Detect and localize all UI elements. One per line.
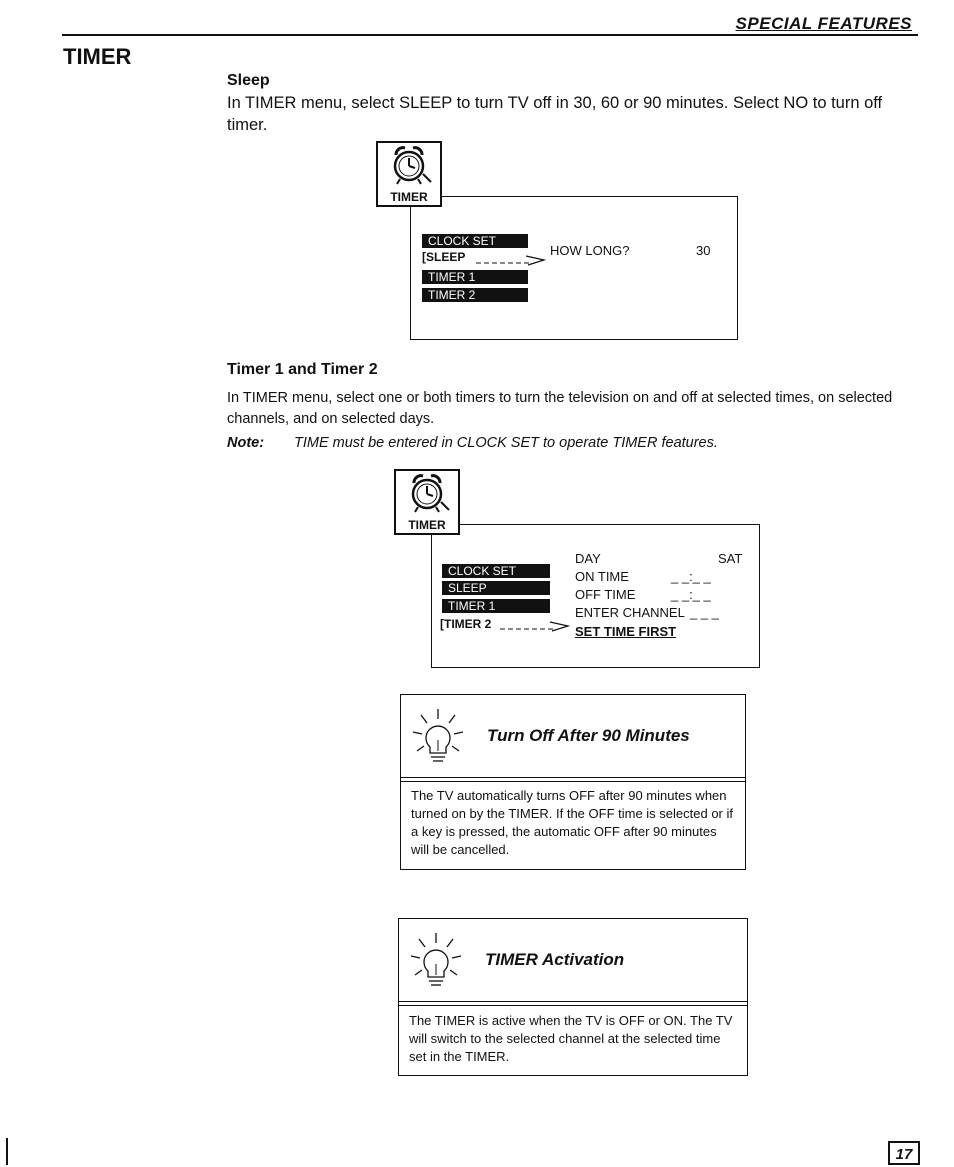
sleep-body: In TIMER menu, select SLEEP to turn TV off in 30, 60 or 90 minutes. Select NO to turn off timer.	[227, 94, 883, 134]
day-label: DAY	[575, 551, 601, 566]
tip-divider	[401, 777, 745, 782]
sleep-prompt: HOW LONG?	[550, 243, 630, 258]
tip-divider	[399, 1001, 747, 1006]
on-time-label: ON TIME	[575, 569, 629, 584]
menu-item-clock-set-2[interactable]: CLOCK SET	[442, 564, 550, 578]
selection-arrow-icon	[476, 251, 548, 267]
sleep-menu-frame	[410, 196, 738, 340]
timers-body: In TIMER menu, select one or both timers to turn the television on and off at selected times, on selected channels, and on selected days.	[227, 390, 893, 427]
page-number: 17	[888, 1141, 920, 1165]
off-time-value: _ _:_ _	[671, 587, 711, 602]
menu-item-clock-set[interactable]: CLOCK SET	[422, 234, 528, 248]
tip-title-90-minutes: Turn Off After 90 Minutes	[487, 726, 690, 745]
enter-channel-value: _ _ _	[690, 605, 719, 620]
day-value: SAT	[718, 551, 743, 566]
timer-icon-box	[376, 141, 442, 207]
margin-mark	[6, 1138, 8, 1165]
tip-body-90-minutes: The TV automatically turns OFF after 90 minutes when turned on by the TIMER. If the OFF time is selected or if a key is pressed, the automatic OFF after 90 minutes will be cancelled.	[411, 788, 733, 857]
menu-item-timer-2-selected[interactable]: [TIMER 2	[440, 617, 492, 631]
tip-title-timer-activation: TIMER Activation	[485, 950, 625, 969]
sleep-heading: Sleep	[227, 72, 270, 89]
header-rule	[62, 34, 918, 36]
note-text: TIME must be entered in CLOCK SET to operate TIMER features.	[294, 435, 718, 451]
lightbulb-icon	[409, 931, 463, 991]
sleep-menu-diagram	[376, 141, 740, 341]
page-title: TIMER	[63, 44, 132, 69]
section-header: SPECIAL FEATURES	[735, 14, 912, 33]
tip-box-90-minutes	[400, 694, 746, 870]
menu-item-sleep-2[interactable]: SLEEP	[442, 581, 550, 595]
sleep-value: 30	[696, 243, 711, 258]
on-time-value: _ _:_ _	[671, 569, 711, 584]
menu-item-timer-2-label: TIMER 2	[444, 617, 492, 631]
tip-box-timer-activation	[398, 918, 748, 1076]
menu-item-timer-2[interactable]: TIMER 2	[422, 288, 528, 302]
lightbulb-icon	[411, 707, 465, 767]
menu-item-timer-1-2[interactable]: TIMER 1	[442, 599, 550, 613]
alarm-clock-icon	[380, 144, 438, 188]
timer-icon-label: TIMER	[390, 190, 428, 204]
timers-heading: Timer 1 and Timer 2	[227, 361, 378, 378]
timer-menu-diagram	[394, 469, 760, 669]
timer-icon-label-2: TIMER	[408, 518, 446, 532]
tip-body-timer-activation: The TIMER is active when the TV is OFF or ON. The TV will switch to the selected channel at the selected time set in the TIMER.	[409, 1013, 733, 1064]
menu-item-sleep-selected[interactable]: [SLEEP	[422, 250, 466, 264]
selection-arrow-icon	[500, 617, 572, 633]
note-label: Note:	[227, 435, 265, 451]
off-time-label: OFF TIME	[575, 587, 636, 602]
alarm-clock-icon	[398, 472, 456, 516]
menu-item-sleep-label: SLEEP	[426, 250, 466, 264]
set-time-first-warning: SET TIME FIRST	[575, 624, 677, 639]
menu-item-timer-1[interactable]: TIMER 1	[422, 270, 528, 284]
enter-channel-label: ENTER CHANNEL	[575, 605, 685, 620]
timer-icon-box-2	[394, 469, 460, 535]
